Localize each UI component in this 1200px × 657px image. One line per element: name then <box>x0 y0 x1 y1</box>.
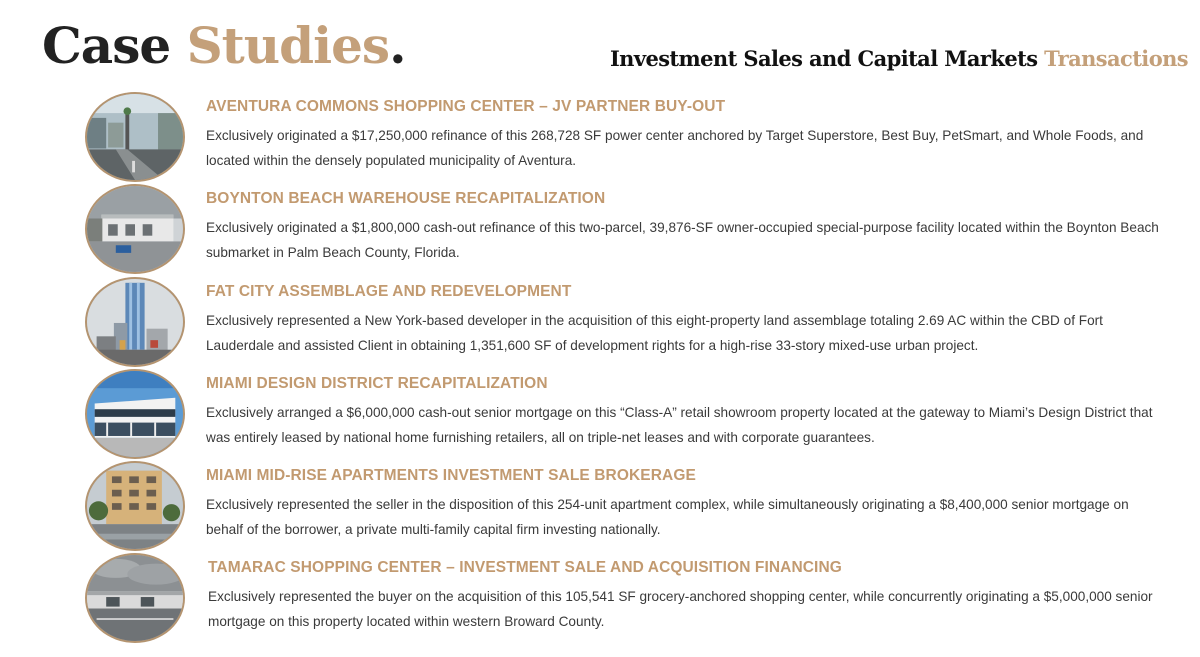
case-study-description: Exclusively represented the seller in the disposition of this 254-unit apartment complex, while simultaneously originating a $8,400,000 senior mortgage on behalf of the borrower, a private multi-family capital firm investing nationally. <box>206 497 1129 537</box>
case-study-boynton <box>85 184 1175 274</box>
case-study-description: Exclusively represented a New York-based developer in the acquisition of this eight-property land assemblage totaling 2.69 AC within the CBD of Fort Lauderdale and assisted Client in obtaining 1,351,600 SF of development rights for a high-rise 33-story mixed-use urban project. <box>206 313 1103 353</box>
case-study-title: TAMARAC SHOPPING CENTER – INVESTMENT SALE AND ACQUISITION FINANCING <box>208 559 842 576</box>
case-study-description: Exclusively arranged a $6,000,000 cash-out senior mortgage on this “Class-A” retail showroom property located at the gateway to Miami’s Design District that was entirely leased by national home furnishing retailers, all on triple-net leases and with corporate guarantees. <box>206 405 1153 445</box>
case-study-aventura <box>85 92 1175 182</box>
case-study-description: Exclusively represented the buyer on the acquisition of this 105,541 SF grocery-anchored shopping center, while concurrently originating a $5,000,000 senior mortgage on this property located within western Broward County. <box>208 589 1153 629</box>
case-study-description: Exclusively originated a $17,250,000 refinance of this 268,728 SF power center anchored by Target Superstore, Best Buy, PetSmart, and Whole Foods, and located within the densely populated municipality of Aventura. <box>206 128 1144 168</box>
property-photo-tamarac <box>85 553 185 643</box>
case-study-title: MIAMI DESIGN DISTRICT RECAPITALIZATION <box>206 375 548 392</box>
case-study-fat-city <box>85 277 1175 367</box>
case-study-title: AVENTURA COMMONS SHOPPING CENTER – JV PARTNER BUY-OUT <box>206 98 726 115</box>
property-photo-fat-city <box>85 277 185 367</box>
title-dot: . <box>389 16 406 75</box>
property-photo-boynton <box>85 184 185 274</box>
property-photo-aventura <box>85 92 185 182</box>
title-main: Case <box>42 16 171 75</box>
subtitle-main: Investment Sales and Capital Markets <box>609 46 1038 71</box>
case-study-title: BOYNTON BEACH WAREHOUSE RECAPITALIZATION <box>206 190 606 207</box>
case-study-title: MIAMI MID-RISE APARTMENTS INVESTMENT SALE BROKERAGE <box>206 467 696 484</box>
property-photo-miami-mid-rise <box>85 461 185 551</box>
case-study-miami-mid-rise <box>85 461 1175 551</box>
title-accent: Studies <box>186 16 390 75</box>
case-study-tamarac <box>85 553 1175 643</box>
subtitle-accent: Transactions <box>1044 46 1188 71</box>
case-study-miami-design-district <box>85 369 1175 459</box>
case-study-description: Exclusively originated a $1,800,000 cash-out refinance of this two-parcel, 39,876-SF owner-occupied special-purpose facility located within the Boynton Beach submarket in Palm Beach County, Florida. <box>206 220 1159 260</box>
property-photo-miami-design-district <box>85 369 185 459</box>
case-study-title: FAT CITY ASSEMBLAGE AND REDEVELOPMENT <box>206 283 572 300</box>
